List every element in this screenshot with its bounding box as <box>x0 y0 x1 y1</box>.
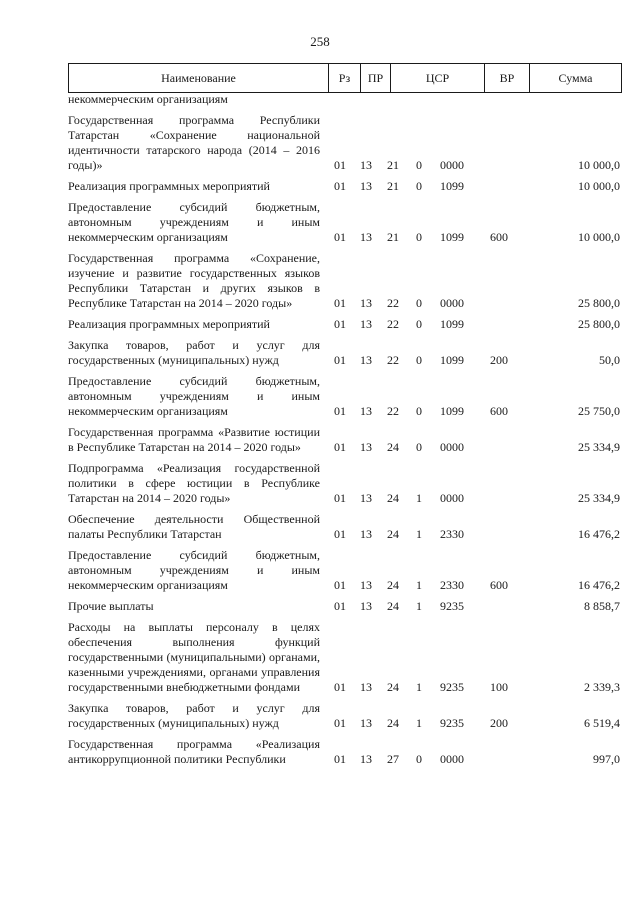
cell-c3: 1099 <box>440 404 464 418</box>
cell-c1: 24 <box>387 599 399 613</box>
cell-pr: 13 <box>360 179 372 193</box>
cell-c3: 0000 <box>440 491 464 505</box>
table-row <box>68 548 620 593</box>
cell-sum: 997,0 <box>593 752 620 766</box>
cell-pr: 13 <box>360 680 372 694</box>
cell-name: Государственная программа «Развитие юстиции в Республике Татарстан на 2014 – 2020 годы» <box>68 425 320 454</box>
table-row <box>68 200 620 245</box>
cell-rz: 01 <box>334 680 346 694</box>
cell-c3: 9235 <box>440 680 464 694</box>
cell-pr: 13 <box>360 716 372 730</box>
cell-c1: 24 <box>387 680 399 694</box>
table-row <box>68 338 620 368</box>
cell-sum: 6 519,4 <box>584 716 620 730</box>
cell-c1: 21 <box>387 230 399 244</box>
table-header <box>68 63 622 93</box>
cell-pr: 13 <box>360 158 372 172</box>
cell-c2: 0 <box>416 158 422 172</box>
cell-name: Реализация программных мероприятий <box>68 179 270 193</box>
cell-name: некоммерческим организациям <box>68 92 228 106</box>
table-row <box>68 701 620 731</box>
cell-c3: 9235 <box>440 599 464 613</box>
cell-c3: 2330 <box>440 578 464 592</box>
cell-sum: 10 000,0 <box>578 230 620 244</box>
cell-sum: 25 334,9 <box>578 440 620 454</box>
cell-c2: 0 <box>416 752 422 766</box>
cell-pr: 13 <box>360 317 372 331</box>
cell-c2: 0 <box>416 440 422 454</box>
cell-vr: 600 <box>490 404 508 418</box>
table-row <box>68 374 620 419</box>
cell-pr: 13 <box>360 440 372 454</box>
cell-rz: 01 <box>334 353 346 367</box>
cell-sum: 25 750,0 <box>578 404 620 418</box>
cell-name: Закупка товаров, работ и услуг для государственных (муниципальных) нужд <box>68 338 320 367</box>
cell-vr: 600 <box>490 230 508 244</box>
cell-name: Реализация программных мероприятий <box>68 317 270 331</box>
cell-rz: 01 <box>334 599 346 613</box>
cell-c2: 1 <box>416 527 422 541</box>
cell-name: Обеспечение деятельности Общественной палаты Республики Татарстан <box>68 512 320 541</box>
cell-c3: 0000 <box>440 752 464 766</box>
cell-c3: 1099 <box>440 353 464 367</box>
cell-sum: 16 476,2 <box>578 527 620 541</box>
cell-pr: 13 <box>360 491 372 505</box>
cell-rz: 01 <box>334 491 346 505</box>
cell-rz: 01 <box>334 752 346 766</box>
header-csr: ЦСР <box>391 64 485 93</box>
cell-c1: 22 <box>387 404 399 418</box>
cell-c1: 24 <box>387 716 399 730</box>
header-rz: Рз <box>329 64 361 93</box>
cell-sum: 25 334,9 <box>578 491 620 505</box>
cell-c2: 1 <box>416 680 422 694</box>
cell-vr: 600 <box>490 578 508 592</box>
cell-sum: 16 476,2 <box>578 578 620 592</box>
header-sum: Сумма <box>530 64 622 93</box>
header-name: Наименование <box>69 64 329 93</box>
table-row <box>68 425 620 455</box>
cell-c1: 24 <box>387 491 399 505</box>
cell-c3: 0000 <box>440 158 464 172</box>
table-row <box>68 317 620 332</box>
cell-name: Государственная программа Республики Татарстан «Сохранение национальной идентичности татарского народа (2014 – 2016 годы)» <box>68 113 320 172</box>
cell-pr: 13 <box>360 404 372 418</box>
cell-c2: 1 <box>416 491 422 505</box>
cell-c1: 21 <box>387 158 399 172</box>
cell-rz: 01 <box>334 296 346 310</box>
cell-rz: 01 <box>334 716 346 730</box>
cell-rz: 01 <box>334 440 346 454</box>
table-row <box>68 92 620 107</box>
cell-pr: 13 <box>360 296 372 310</box>
cell-c2: 0 <box>416 404 422 418</box>
cell-name: Предоставление субсидий бюджетным, автономным учреждениям и иным некоммерческим организациям <box>68 548 320 592</box>
cell-name: Предоставление субсидий бюджетным, автономным учреждениям и иным некоммерческим организациям <box>68 374 320 418</box>
table-row <box>68 251 620 311</box>
cell-c2: 0 <box>416 353 422 367</box>
cell-rz: 01 <box>334 578 346 592</box>
cell-c3: 1099 <box>440 317 464 331</box>
cell-rz: 01 <box>334 317 346 331</box>
cell-rz: 01 <box>334 404 346 418</box>
cell-c1: 24 <box>387 440 399 454</box>
cell-c1: 24 <box>387 527 399 541</box>
table-row <box>68 461 620 506</box>
cell-name: Закупка товаров, работ и услуг для государственных (муниципальных) нужд <box>68 701 320 730</box>
cell-c3: 1099 <box>440 179 464 193</box>
cell-c1: 22 <box>387 317 399 331</box>
cell-sum: 10 000,0 <box>578 179 620 193</box>
cell-pr: 13 <box>360 353 372 367</box>
table-row <box>68 737 620 767</box>
cell-pr: 13 <box>360 599 372 613</box>
cell-c1: 24 <box>387 578 399 592</box>
cell-c3: 2330 <box>440 527 464 541</box>
table-row <box>68 620 620 695</box>
cell-c3: 0000 <box>440 440 464 454</box>
cell-sum: 10 000,0 <box>578 158 620 172</box>
cell-sum: 2 339,3 <box>584 680 620 694</box>
cell-name: Государственная программа «Реализация антикоррупционной политики Республики <box>68 737 320 766</box>
cell-c2: 0 <box>416 317 422 331</box>
cell-sum: 25 800,0 <box>578 317 620 331</box>
cell-name: Подпрограмма «Реализация государственной политики в сфере юстиции в Республике Татарстан на 2014 – 2020 годы» <box>68 461 320 505</box>
budget-table-body <box>68 92 620 773</box>
cell-c1: 27 <box>387 752 399 766</box>
cell-c1: 21 <box>387 179 399 193</box>
cell-name: Предоставление субсидий бюджетным, автономным учреждениям и иным некоммерческим организациям <box>68 200 320 244</box>
cell-c2: 1 <box>416 716 422 730</box>
cell-c3: 0000 <box>440 296 464 310</box>
cell-name: Государственная программа «Сохранение, изучение и развитие государственных языков Республики Татарстан и других языков в Республике Татарстан на 2014 – 2020 годы» <box>68 251 320 310</box>
cell-rz: 01 <box>334 230 346 244</box>
cell-c2: 1 <box>416 599 422 613</box>
cell-pr: 13 <box>360 230 372 244</box>
cell-name: Расходы на выплаты персоналу в целях обеспечения выполнения функций государственными (муниципальными) органами, казенными учреждениями, органами управления государственными внебюджетными фондами <box>68 620 320 694</box>
cell-sum: 8 858,7 <box>584 599 620 613</box>
table-row <box>68 512 620 542</box>
cell-c1: 22 <box>387 296 399 310</box>
header-pr: ПР <box>361 64 391 93</box>
cell-rz: 01 <box>334 179 346 193</box>
table-row <box>68 179 620 194</box>
cell-c2: 0 <box>416 179 422 193</box>
cell-rz: 01 <box>334 527 346 541</box>
cell-c2: 0 <box>416 230 422 244</box>
cell-name: Прочие выплаты <box>68 599 154 613</box>
cell-c3: 1099 <box>440 230 464 244</box>
cell-vr: 200 <box>490 716 508 730</box>
page-number: 258 <box>310 34 330 49</box>
cell-rz: 01 <box>334 158 346 172</box>
header-vr: ВР <box>485 64 530 93</box>
table-row <box>68 599 620 614</box>
cell-c3: 9235 <box>440 716 464 730</box>
cell-sum: 25 800,0 <box>578 296 620 310</box>
cell-c2: 0 <box>416 296 422 310</box>
cell-c2: 1 <box>416 578 422 592</box>
table-row <box>68 113 620 173</box>
cell-c1: 22 <box>387 353 399 367</box>
cell-pr: 13 <box>360 578 372 592</box>
cell-pr: 13 <box>360 527 372 541</box>
cell-vr: 200 <box>490 353 508 367</box>
cell-vr: 100 <box>490 680 508 694</box>
cell-sum: 50,0 <box>599 353 620 367</box>
cell-pr: 13 <box>360 752 372 766</box>
